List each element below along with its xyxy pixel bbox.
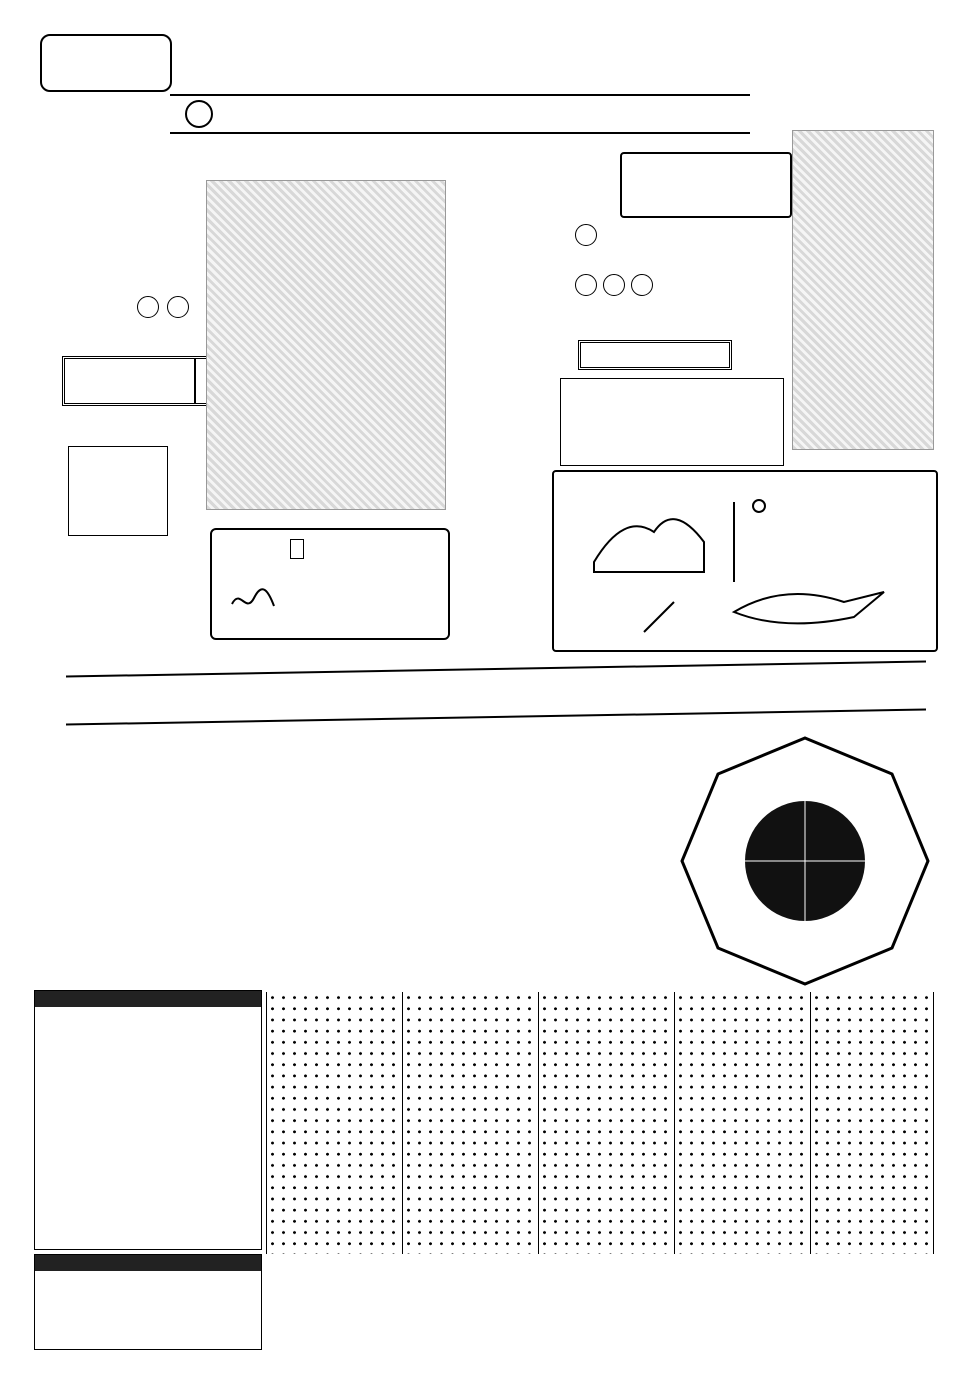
top-marquee [0,2,967,18]
secret-squiggle-icon [228,586,278,616]
right-special-number [575,274,597,296]
dot-grid-3 [538,992,672,1254]
big-label [65,359,196,403]
wheel-frame-icon [680,736,930,986]
stats-table [34,1254,262,1350]
prediction-bar [170,94,750,134]
slogan-box [40,34,172,92]
zodiac-wheel [680,736,930,986]
right-special-number [631,274,653,296]
secret-box [210,528,450,640]
report-box [560,378,784,466]
model-photo-left [206,180,446,510]
wang-line [568,224,604,246]
phone-title [578,340,732,370]
last-issue-line-1 [18,230,80,263]
history-table-title [35,991,261,1007]
left-marquee [2,30,16,1350]
wang-circled [575,224,597,246]
riddle-illustration [552,470,938,652]
dot-grid-2 [402,992,536,1254]
right-special [562,274,654,296]
right-marquee [951,30,965,1350]
crocodile-drawing-icon [584,492,904,642]
dot-grid-1 [266,992,400,1254]
banner [66,660,926,725]
tip-box [68,446,168,536]
left-special-circled [167,296,189,318]
secret-pwd-value [290,539,304,559]
model-photo-right [792,130,934,450]
last-issue-title [18,230,131,360]
dot-grid-4 [674,992,808,1254]
prediction-special-number [185,100,213,128]
last-issue-line-2 [18,230,80,263]
riddle-box [620,152,792,218]
dot-grid-5 [810,992,934,1254]
zodiac-body [58,776,670,908]
right-special-number [603,274,625,296]
history-table [34,990,262,1250]
stats-table-title [35,1255,261,1271]
left-special [118,296,190,318]
left-special-circled [137,296,159,318]
secret-pwd [290,540,304,558]
